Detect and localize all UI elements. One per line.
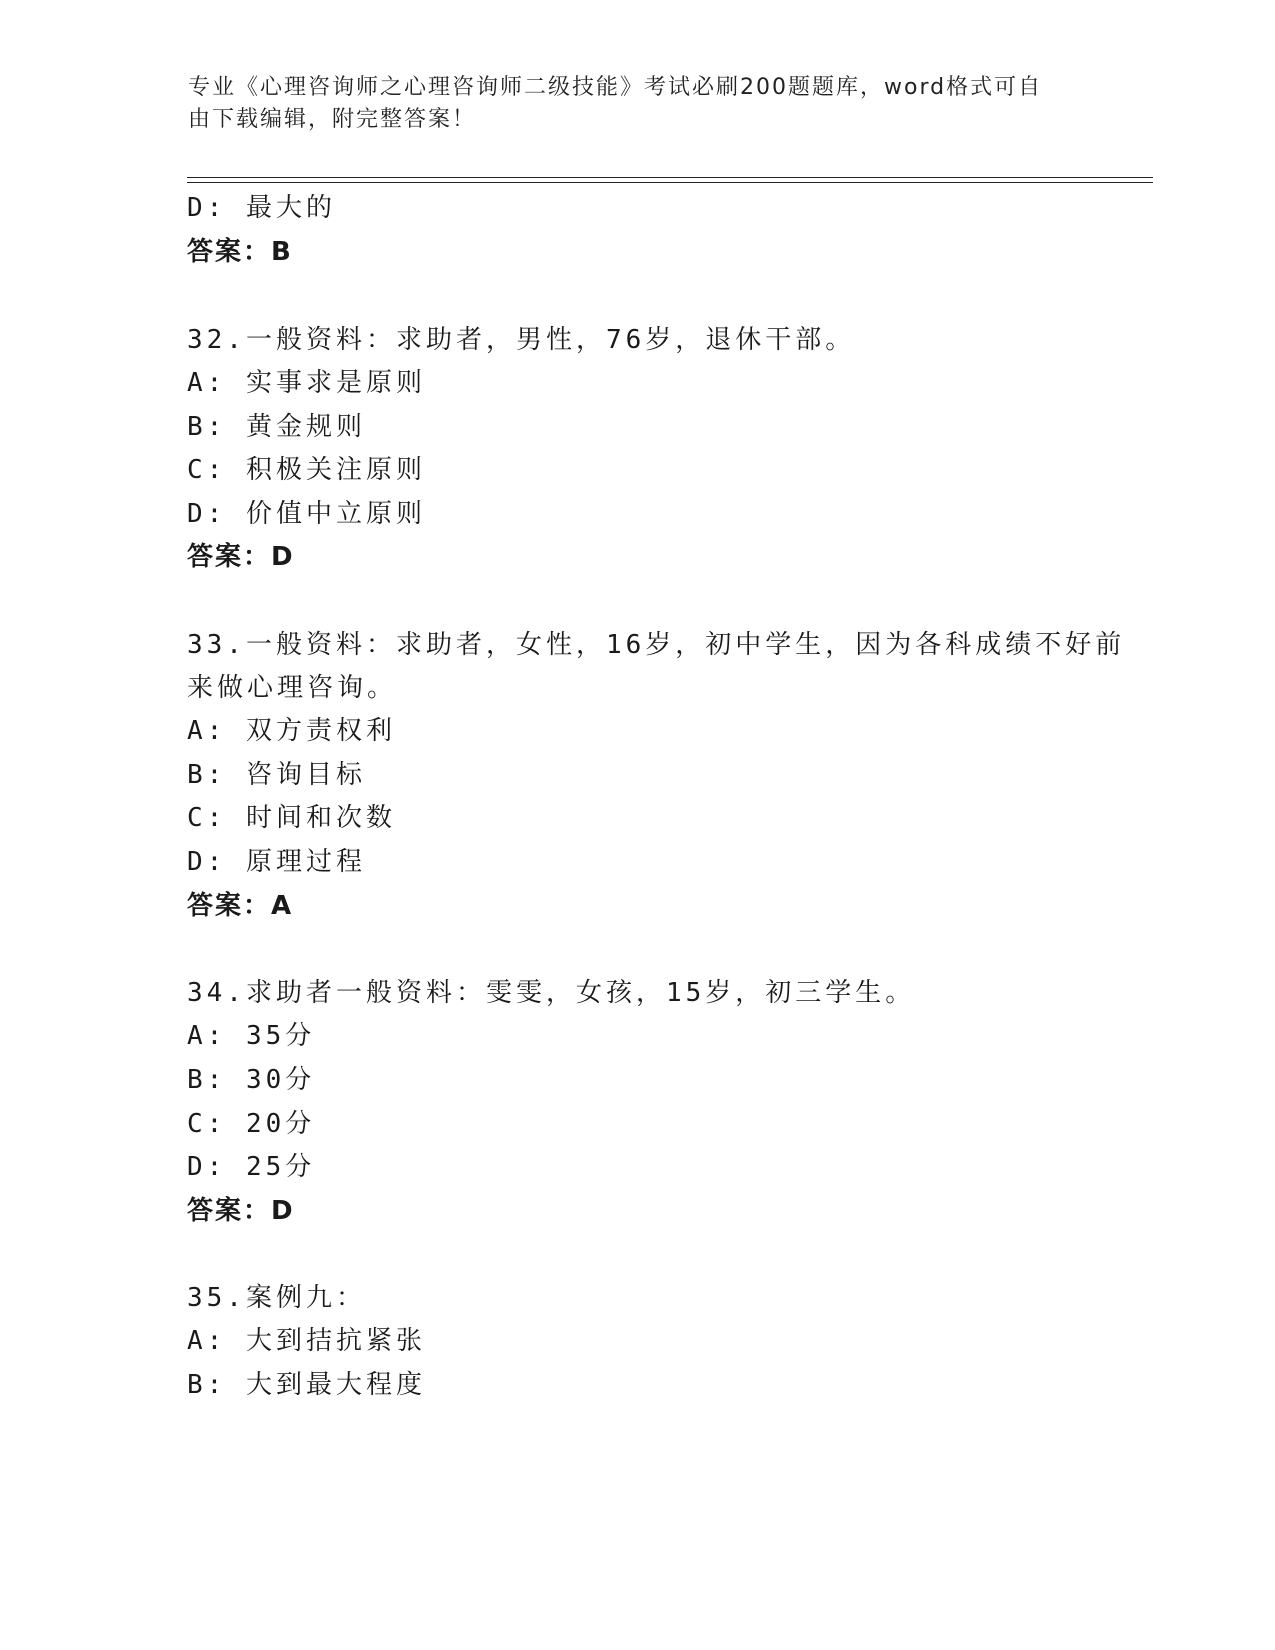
q34-answer: 答案：D — [187, 1196, 295, 1226]
q32-answer: 答案：D — [187, 542, 295, 572]
header-line-2: 由下载编辑，附完整答案！ — [188, 107, 477, 132]
header-divider-top — [187, 177, 1153, 178]
q34-stem: 34.求助者一般资料：雯雯，女孩，15岁，初三学生。 — [187, 978, 916, 1008]
q33-option-a: A: 双方责权利 — [187, 716, 396, 746]
header-divider-bottom — [187, 182, 1153, 183]
q33-stem-line-1: 33.一般资料：求助者，女性，16岁，初中学生，因为各科成绩不好前 — [187, 630, 1126, 660]
q35-option-a: A: 大到拮抗紧张 — [187, 1326, 426, 1356]
q34-option-c: C: 20分 — [187, 1109, 316, 1139]
q33-stem-line-2: 来做心理咨询。 — [187, 673, 398, 703]
q32-stem: 32.一般资料：求助者，男性，76岁，退休干部。 — [187, 325, 856, 355]
q32-option-b: B: 黄金规则 — [187, 412, 366, 442]
prev-option-d: D: 最大的 — [187, 193, 336, 223]
q33-option-b: B: 咨询目标 — [187, 760, 366, 790]
q34-option-a: A: 35分 — [187, 1021, 316, 1051]
header-line-1: 专业《心理咨询师之心理咨询师二级技能》考试必刷200题题库，word格式可自 — [188, 75, 1043, 100]
prev-answer: 答案：B — [187, 237, 293, 267]
q35-stem: 35.案例九： — [187, 1283, 366, 1313]
q33-option-d: D: 原理过程 — [187, 847, 366, 877]
q32-option-a: A: 实事求是原则 — [187, 368, 426, 398]
document-header — [188, 72, 1068, 136]
q32-option-d: D: 价值中立原则 — [187, 499, 426, 529]
q34-option-b: B: 30分 — [187, 1065, 316, 1095]
q33-answer: 答案：A — [187, 891, 294, 921]
q32-option-c: C: 积极关注原则 — [187, 455, 426, 485]
q34-option-d: D: 25分 — [187, 1152, 316, 1182]
q33-option-c: C: 时间和次数 — [187, 803, 396, 833]
q35-option-b: B: 大到最大程度 — [187, 1370, 426, 1400]
